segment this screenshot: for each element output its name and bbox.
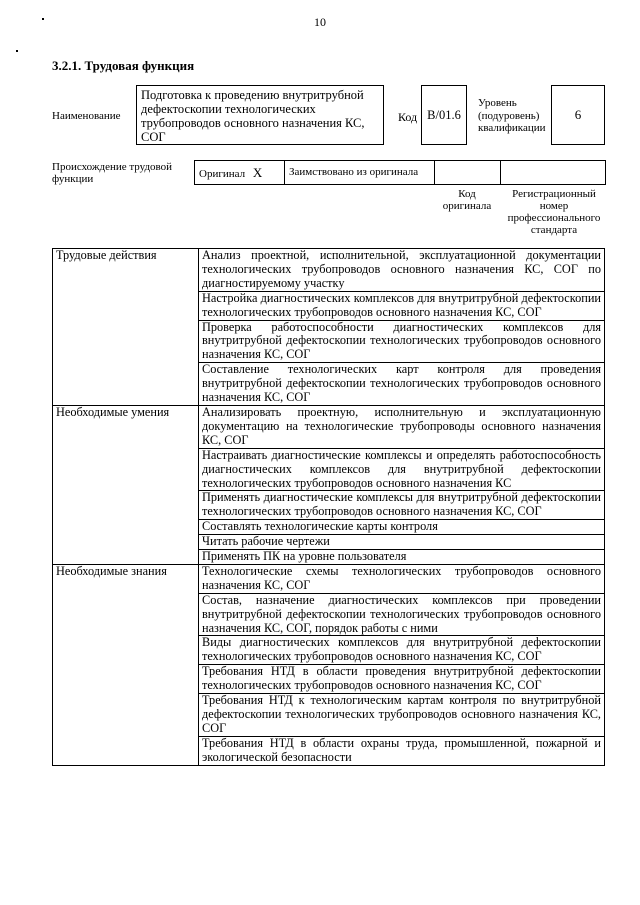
section-title: 3.2.1. Трудовая функция <box>52 58 195 73</box>
function-content-table <box>52 248 605 766</box>
list-item: Применять диагностические комплексы для внутритрубной дефектоскопии технологических трубопроводов основного назначения КС, СОГ <box>199 491 605 520</box>
list-item: Технологические схемы технологических трубопроводов основного назначения КС, СОГ <box>199 564 605 593</box>
code-value: В/01.6 <box>427 107 461 122</box>
function-name-box <box>136 85 384 145</box>
origin-label: Происхождение трудовой функции <box>52 161 173 185</box>
original-label: Оригинал <box>199 168 246 180</box>
scan-mark <box>16 50 18 52</box>
list-item: Читать рабочие чертежи <box>199 535 605 550</box>
table-row <box>53 405 605 448</box>
level-box <box>551 85 605 145</box>
list-item: Состав, назначение диагностических комплексов при проведении внутритрубной дефектоскопии технологических трубопроводов основного назначения КС, СОГ, порядок работы с ними <box>199 593 605 636</box>
category-labor-actions: Трудовые действия <box>53 249 199 406</box>
list-item: Анализировать проектную, исполнительную и эксплуатационную документацию на технологические трубопроводы основного назначения КС, СОГ <box>199 405 605 448</box>
level-value: 6 <box>574 107 582 122</box>
list-item: Анализ проектной, исполнительной, эксплуатационной документации технологических трубопроводов основного назначения КС, СОГ по диагностируемому участку <box>199 249 605 292</box>
category-required-skills: Необходимые умения <box>53 405 199 564</box>
code-box <box>421 85 467 145</box>
reg-number-caption: Регистрационный номер профессионального стандарта <box>507 188 601 236</box>
list-item: Составлять технологические карты контроля <box>199 520 605 535</box>
origin-row <box>194 160 606 185</box>
origin-original-cell <box>195 161 285 184</box>
origin-code-cell <box>435 161 501 184</box>
list-item: Требования НТД в области проведения внутритрубной дефектоскопии технологических трубопроводов основного назначения КС, СОГ <box>199 665 605 694</box>
original-code-caption: Код оригинала <box>442 188 492 212</box>
list-item: Применять ПК на уровне пользователя <box>199 550 605 565</box>
list-item: Виды диагностических комплексов для внутритрубной дефектоскопии технологических трубопроводов основного назначения КС, СОГ <box>199 636 605 665</box>
list-item: Требования НТД в области охраны труда, промышленной, пожарной и экологической безопасности <box>199 736 605 765</box>
category-required-knowledge: Необходимые знания <box>53 564 199 765</box>
function-name-value: Подготовка к проведению внутритрубной дефектоскопии технологических трубопроводов основного назначения КС, СОГ <box>141 88 365 144</box>
table-row <box>53 564 605 593</box>
list-item: Проверка работоспособности диагностических комплексов для внутритрубной дефектоскопии технологических трубопроводов основного назначения КС, СОГ <box>199 320 605 363</box>
list-item: Составление технологических карт контроля для проведения внутритрубной дефектоскопии технологических трубопроводов основного назначения КС, СОГ <box>199 363 605 406</box>
list-item: Требования НТД к технологическим картам контроля по внутритрубной дефектоскопии технологических трубопроводов основного назначения КС, СОГ <box>199 694 605 737</box>
list-item: Настройка диагностических комплексов для внутритрубной дефектоскопии технологических трубопроводов основного назначения КС, СОГ <box>199 291 605 320</box>
original-mark: X <box>252 165 263 180</box>
origin-reg-cell <box>501 161 605 184</box>
table-row <box>53 249 605 292</box>
name-label: Наименование <box>52 110 121 122</box>
borrowed-label: Заимствовано из оригинала <box>289 166 419 178</box>
page-number: 10 <box>314 15 326 29</box>
list-item: Настраивать диагностические комплексы и определять работоспособность диагностических комплексов для внутритрубной дефектоскопии технологических трубопроводов основного назначения КС <box>199 448 605 491</box>
code-label: Код <box>398 110 418 124</box>
level-label: Уровень (подуровень) квалификации <box>478 97 546 134</box>
origin-borrowed-cell <box>285 161 435 184</box>
